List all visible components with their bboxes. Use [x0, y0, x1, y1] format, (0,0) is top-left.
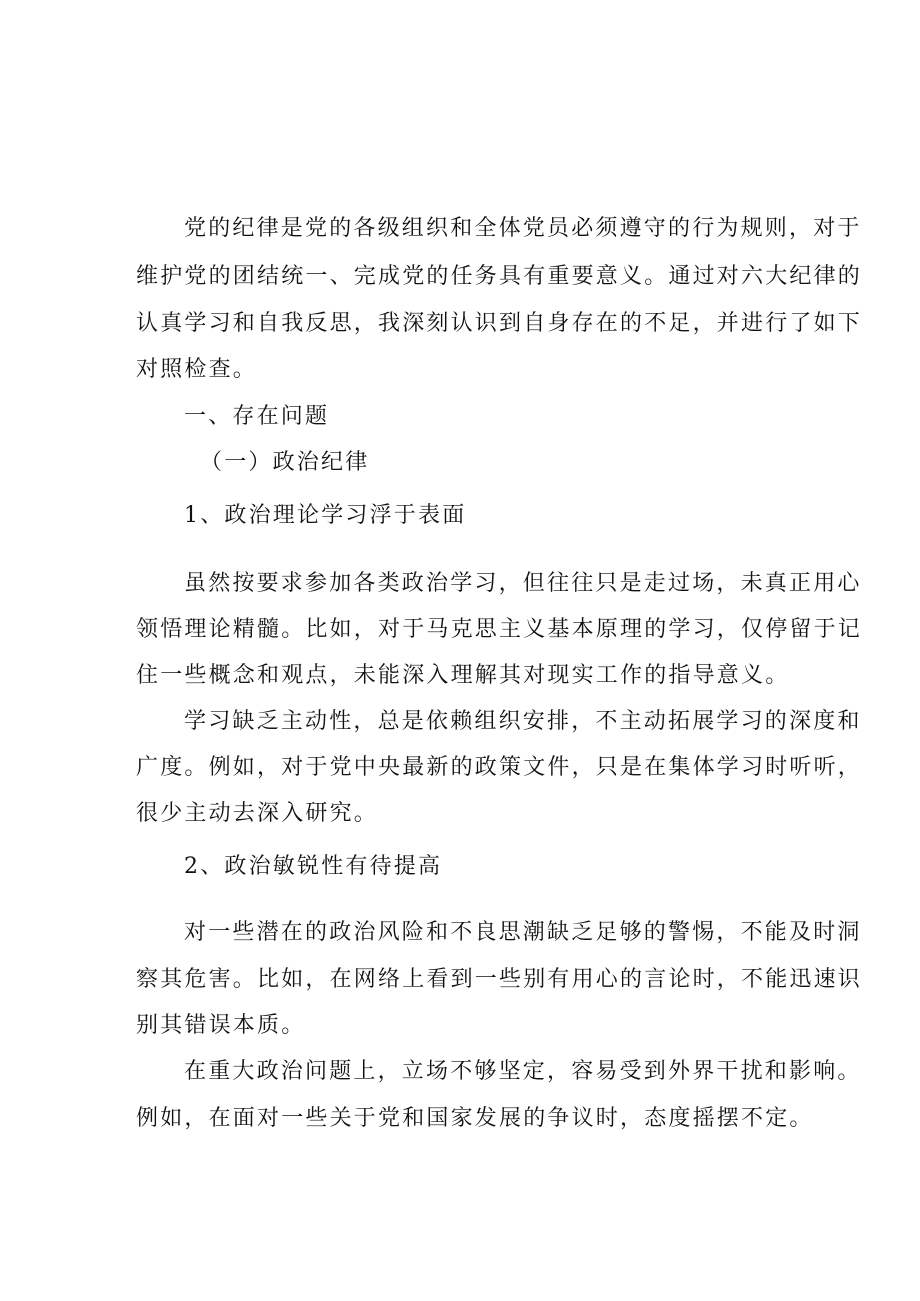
- item-2-para-2-line-2: 例如，在面对一些关于党和国家发展的争议时，态度摇摆不定。: [136, 1106, 814, 1131]
- item-1-para-2-line-2: 广度。例如，对于党中央最新的政策文件，只是在集体学习时听听，: [136, 755, 863, 780]
- section-heading: 一、存在问题: [184, 404, 330, 429]
- item-1-para-1-line-2: 领悟理论精髓。比如，对于马克思主义基本原理的学习，仅停留于记: [136, 617, 863, 642]
- intro-line-1: 党的纪律是党的各级组织和全体党员必须遵守的行为规则，对于: [184, 216, 862, 241]
- item-1-para-2-line-3: 很少主动去深入研究。: [136, 801, 379, 826]
- intro-line-2: 维护党的团结统一、完成党的任务具有重要意义。通过对六大纪律的: [136, 264, 863, 289]
- intro-line-3: 认真学习和自我反思，我深刻认识到自身存在的不足，并进行了如下: [136, 311, 863, 336]
- intro-line-4: 对照检查。: [136, 357, 258, 382]
- subsection-heading: （一）政治纪律: [200, 450, 370, 475]
- item-1-para-1-line-1: 虽然按要求参加各类政治学习，但往往只是走过场，未真正用心: [184, 571, 862, 596]
- item-1-heading: 1、政治理论学习浮于表面: [184, 503, 467, 528]
- item-1-para-1-line-3: 住一些概念和观点，未能深入理解其对现实工作的指导意义。: [136, 663, 790, 688]
- item-2-para-2-line-1: 在重大政治问题上，立场不够坚定，容易受到外界干扰和影响。: [184, 1059, 862, 1084]
- item-2-para-1-line-2: 察其危害。比如，在网络上看到一些别有用心的言论时，不能迅速识: [136, 967, 863, 992]
- item-2-para-1-line-1: 对一些潜在的政治风险和不良思潮缺乏足够的警惕，不能及时洞: [184, 920, 862, 945]
- item-2-heading: 2、政治敏锐性有待提高: [184, 854, 443, 879]
- item-1-para-2-line-1: 学习缺乏主动性，总是依赖组织安排，不主动拓展学习的深度和: [184, 709, 862, 734]
- item-2-para-1-line-3: 别其错误本质。: [136, 1013, 306, 1038]
